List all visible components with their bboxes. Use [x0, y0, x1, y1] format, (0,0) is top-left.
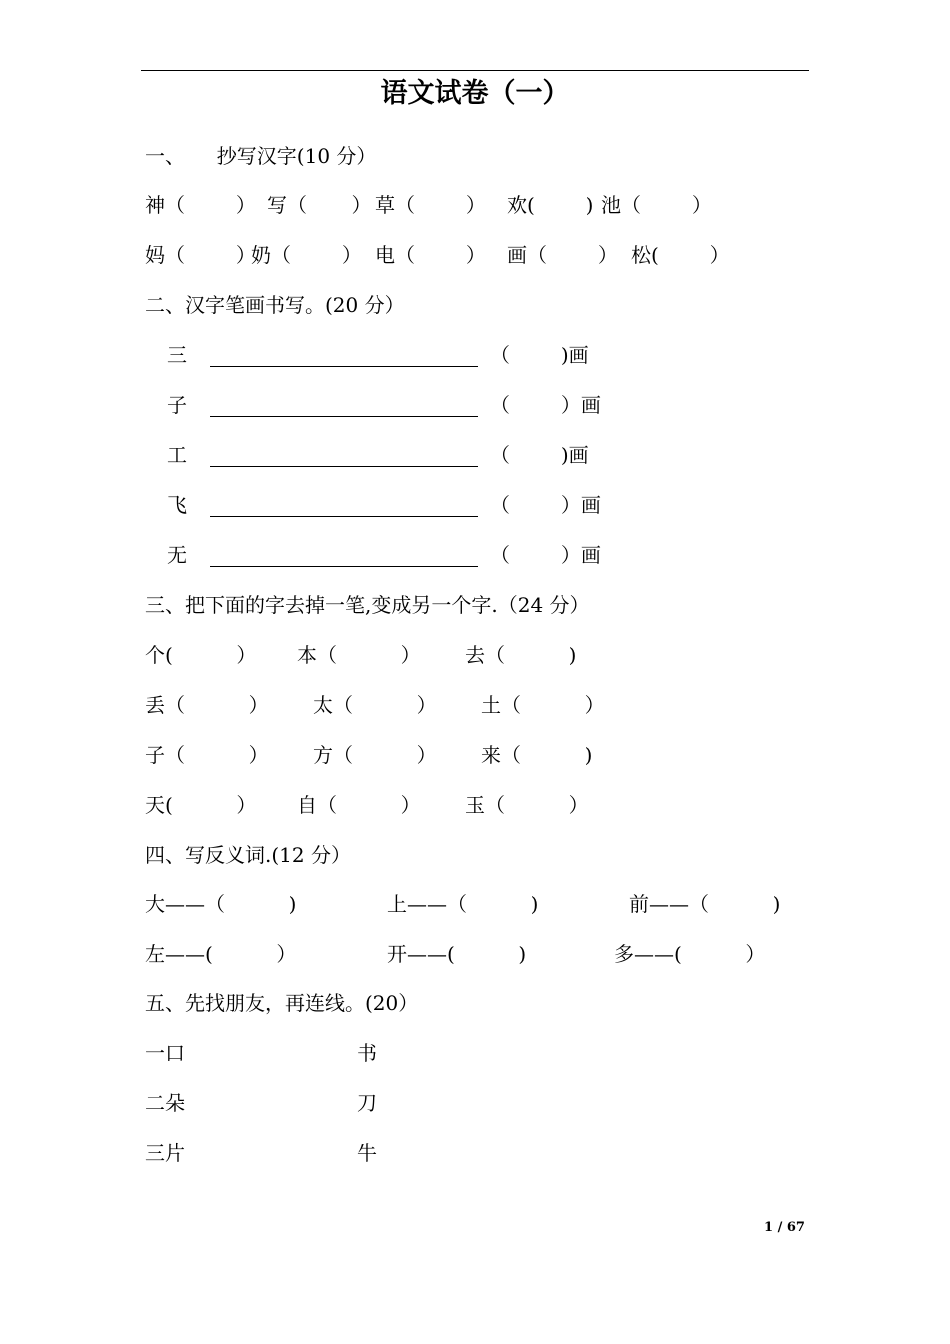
section5-heading: 五、先找朋友，再连线。(20） [145, 991, 419, 1015]
stroke-char: 飞 [167, 493, 187, 517]
remove-stroke-item: 玉（ ） [465, 793, 589, 817]
section2-heading: 二、汉字笔画书写。(20 分） [145, 293, 405, 317]
stroke-answer-line [210, 466, 478, 467]
stroke-row [145, 490, 645, 520]
match-row [145, 1088, 445, 1118]
remove-stroke-item: 个( ） [145, 643, 257, 667]
remove-stroke-item: 土（ ） [481, 693, 605, 717]
stroke-count: （ ）画 [490, 493, 601, 517]
antonym-item: 前——（ ) [629, 892, 781, 916]
antonym-item: 左——( ） [145, 942, 297, 966]
match-row [145, 1138, 445, 1168]
copy-item: 妈（ ） [145, 243, 256, 267]
antonym-row [145, 889, 805, 919]
stroke-answer-line [210, 566, 478, 567]
copy-item: 电（ ） [375, 243, 486, 267]
match-right-item: 书 [357, 1041, 377, 1065]
remove-stroke-item: 子（ ） [145, 743, 269, 767]
section1-heading: 一、 抄写汉字(10 分） [145, 144, 377, 168]
copy-item: 池（ ） [601, 193, 712, 217]
antonym-item: 多——( ） [614, 942, 766, 966]
section4-heading: 四、写反义词.(12 分） [145, 843, 351, 867]
remove-stroke-item: 去（ ) [465, 643, 577, 667]
antonym-item: 大——（ ) [145, 892, 297, 916]
antonym-item: 开——( ) [387, 942, 527, 966]
header-rule [141, 70, 809, 71]
stroke-char: 工 [167, 443, 187, 467]
section3-heading: 三、把下面的字去掉一笔,变成另一个字.（24 分） [145, 593, 590, 617]
copy-item: 草（ ） [375, 193, 486, 217]
match-right-item: 牛 [357, 1141, 377, 1165]
stroke-answer-line [210, 416, 478, 417]
copy-item: 松( ） [631, 243, 730, 267]
remove-stroke-item: 太（ ） [313, 693, 437, 717]
stroke-row [145, 340, 645, 370]
copy-item: 欢( ) [507, 193, 594, 217]
remove-stroke-row [145, 790, 645, 820]
copy-item: 奶（ ） [251, 243, 362, 267]
stroke-char: 三 [167, 343, 187, 367]
copy-item: 神（ ） [145, 193, 256, 217]
remove-stroke-item: 丢（ ） [145, 693, 269, 717]
stroke-count: （ ）画 [490, 393, 601, 417]
section1-row-2 [145, 240, 745, 270]
stroke-answer-line [210, 366, 478, 367]
match-left-item: 二朵 [145, 1091, 185, 1115]
page-title: 语文试卷（一） [380, 78, 570, 109]
remove-stroke-item: 方（ ） [313, 743, 437, 767]
stroke-char: 子 [167, 393, 187, 417]
match-right-item: 刀 [357, 1091, 377, 1115]
remove-stroke-item: 天( ） [145, 793, 257, 817]
copy-item: 写（ ） [267, 193, 372, 217]
stroke-row [145, 390, 645, 420]
stroke-count: （ )画 [490, 443, 589, 467]
antonym-item: 上——（ ) [387, 892, 539, 916]
remove-stroke-row [145, 740, 645, 770]
copy-item: 画（ ） [507, 243, 618, 267]
stroke-count: （ )画 [490, 343, 589, 367]
stroke-row [145, 540, 645, 570]
stroke-count: （ ）画 [490, 543, 601, 567]
remove-stroke-item: 自（ ） [297, 793, 421, 817]
remove-stroke-item: 来（ ) [481, 743, 593, 767]
section1-row-1 [145, 190, 745, 220]
match-left-item: 三片 [145, 1141, 185, 1165]
remove-stroke-row [145, 690, 645, 720]
antonym-row [145, 939, 805, 969]
remove-stroke-row [145, 640, 645, 670]
stroke-char: 无 [167, 543, 187, 567]
match-left-item: 一口 [145, 1041, 185, 1065]
remove-stroke-item: 本（ ） [297, 643, 421, 667]
match-row [145, 1038, 445, 1068]
page-number: 1 / 67 [764, 1220, 805, 1235]
stroke-row [145, 440, 645, 470]
stroke-answer-line [210, 516, 478, 517]
